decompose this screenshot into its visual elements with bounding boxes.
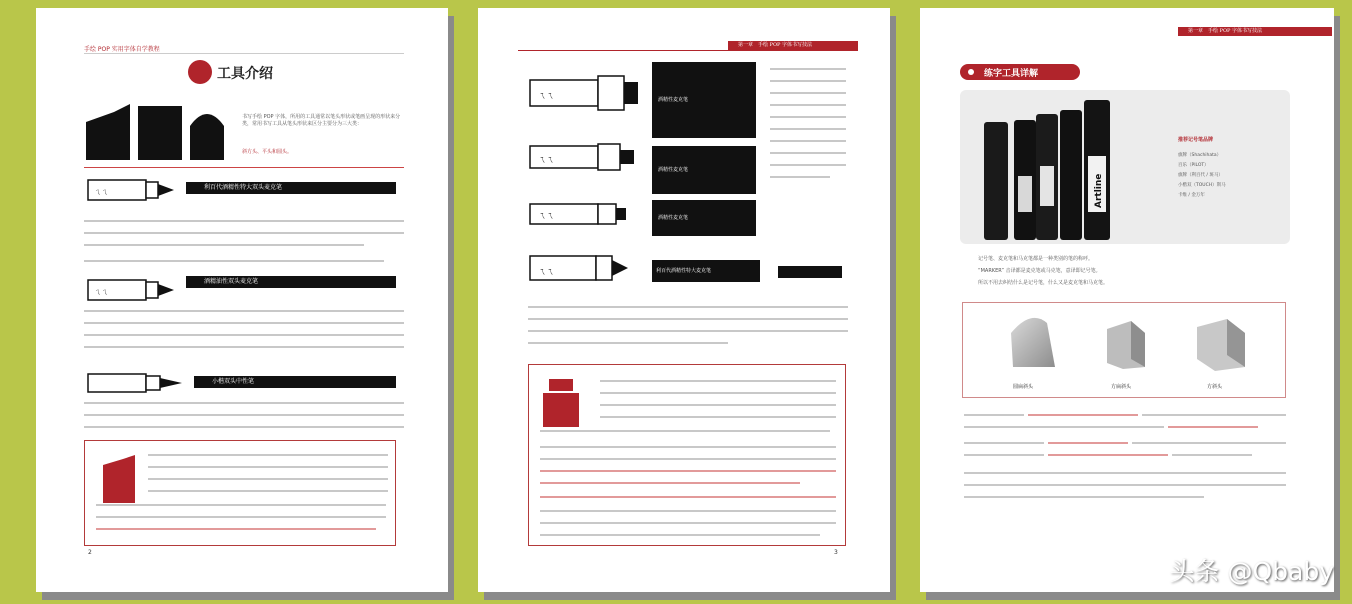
bullet-dot [968,69,974,75]
page-number: 3 [834,549,838,556]
svg-text:ㄟㄟ: ㄟㄟ [538,267,554,276]
text-line [964,472,1286,474]
text-line [964,496,1204,498]
text-line [540,522,836,524]
round-slant-nib-icon [1003,313,1059,371]
nib-shapes-illustration [86,104,236,162]
svg-text:ㄟㄟ: ㄟㄟ [538,155,554,164]
text-line [84,260,384,262]
text-line [964,442,1044,444]
text-line [84,334,404,336]
sample-stroke [778,266,842,278]
pen-photo [960,90,1290,244]
flat-nib-icon [543,379,583,429]
text-line [148,466,388,468]
flat-nib-icon [97,455,141,505]
text-line [540,458,836,460]
text-line-red [540,496,836,498]
divider [84,167,404,168]
paragraph: 所以不用去纠结什么是记号笔，什么又是麦克笔和马克笔。 [978,280,1109,286]
sample-box: 酒精性麦克笔 [652,200,756,236]
text-line [84,414,404,416]
marker-illustration [86,368,186,398]
section-title: 练字工具详解 [984,69,1039,79]
page-middle [478,8,890,592]
text-line [964,484,1286,486]
photo-line: 旗牌（利百代 / 斑马） [1178,173,1223,178]
text-line [1132,442,1286,444]
header-rule [84,53,404,54]
text-line [1172,454,1252,456]
text-line [148,490,388,492]
nib-label: 方扁斜头 [1111,384,1132,390]
text-line-red [540,482,800,484]
svg-text:ㄟㄟ: ㄟㄟ [538,91,554,100]
page-left [36,8,448,592]
page-number: 2 [88,549,92,556]
nib-label: 方斜头 [1207,384,1223,390]
paragraph: “MARKER” 音译都是麦克笔或马克笔，意译即记号笔。 [978,268,1101,274]
marker-illustration [86,174,176,206]
nib-label: 圆扁斜头 [1013,384,1034,390]
text-line [96,516,386,518]
text-line [84,346,404,348]
sample-box: 酒精性麦克笔 [652,146,756,194]
sample-box: 利百代酒精性特大麦克笔 [652,260,760,282]
text-line [600,392,836,394]
marker-label-bar: 酒精油性双头麦克笔 [186,276,396,288]
text-line [770,152,846,154]
marker-label-bar: 小楷双头中性笔 [194,376,396,388]
text-line [540,430,830,432]
square-nib-icon [1191,317,1251,373]
paragraph: 记号笔、麦克笔和马克笔都是一种类别的笔的称呼。 [978,256,1094,262]
watermark: 头条 @Qbaby [1169,557,1334,586]
text-line-red [96,528,376,530]
text-line [148,478,388,480]
text-line [770,68,846,70]
square-slant-nib-icon [1103,319,1153,371]
text-line [84,310,404,312]
intro-text: 书写手绘 POP 字体，所用的工具通常以笔头形状或笔画呈现的形状来分类，常用书写工具从笔头形状来区分主要分为三大类： [242,114,401,127]
text-line [600,404,836,406]
text-line [770,92,846,94]
text-line [770,104,846,106]
text-line [84,220,404,222]
text-line [770,176,830,178]
text-line [540,534,820,536]
photo-title: 推荐记号笔品牌 [1178,137,1214,143]
text-line [148,454,388,456]
text-line [96,504,386,506]
text-line-red [1168,426,1258,428]
running-header: 第一章 手绘 POP 字体书写技法 [1178,27,1332,36]
running-header: 手绘 POP 实用字体自学教程 [84,46,160,53]
text-line [84,322,404,324]
text-line [84,426,404,428]
text-line [528,318,848,320]
text-line [528,342,728,344]
text-line-red [1028,414,1138,416]
text-line [540,510,836,512]
text-line-red [1048,442,1128,444]
text-line-red [1048,454,1168,456]
photo-line: 卡维 / 金万年 [1178,193,1205,198]
text-line [770,140,846,142]
photo-line: 百乐（PILOT） [1178,163,1209,168]
svg-text:ㄟㄟ: ㄟㄟ [538,211,554,220]
page-right [920,8,1334,592]
text-line [84,244,364,246]
text-line [528,306,848,308]
running-header: 第一章 手绘 POP 字体书写技法 [728,41,858,50]
text-line [600,380,836,382]
page-title: 工具介绍 [217,66,273,82]
sample-box: 酒精性麦克笔 [652,62,756,138]
text-line [770,164,846,166]
text-line [600,416,836,418]
photo-line: 小楷双（TOUCH）斯马 [1178,183,1226,188]
text-line [770,128,846,130]
pen-label: Artline [1094,173,1104,208]
section-pill [960,64,1080,80]
marker-label-bar: 利百代酒精性特大双头麦克笔 [186,182,396,194]
text-line [540,446,836,448]
text-line [528,330,848,332]
header-rule [518,50,858,51]
intro-red-text: 斜方头、平头和圆头。 [242,149,293,155]
photo-line: 旗牌（Shachihata） [1178,153,1222,158]
text-line [964,426,1164,428]
text-line [964,454,1044,456]
marker-pens-image [974,96,1154,242]
text-line-red [540,470,836,472]
svg-text:ㄟㄟ: ㄟㄟ [94,188,108,196]
text-line [770,80,846,82]
text-line [1142,414,1286,416]
nib-shapes-box [962,302,1286,398]
text-line [770,116,846,118]
marker-illustration [86,274,176,306]
markers-column [528,68,648,308]
svg-text:ㄟㄟ: ㄟㄟ [94,288,108,296]
text-line [964,414,1024,416]
title-badge [188,60,212,84]
text-line [84,402,404,404]
text-line [84,232,404,234]
